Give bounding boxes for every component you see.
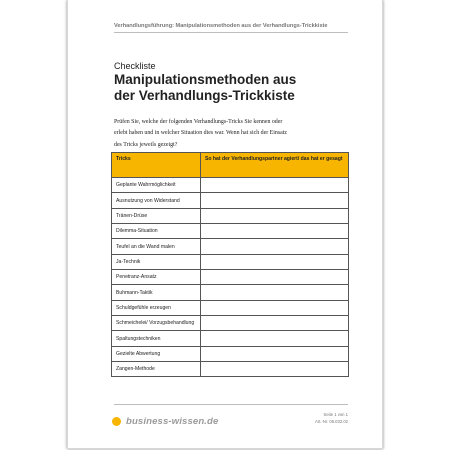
intro-line: Prüfen Sie, welche der folgenden Verhandlungs-Tricks Sie kennen oder (114, 119, 283, 125)
trick-name-cell: Gezielte Abwertung (112, 346, 201, 361)
table-row (112, 239, 349, 254)
table-row (112, 270, 349, 285)
table-row (112, 208, 349, 223)
document-title-line: Manipulationsmethoden aus (114, 72, 297, 87)
trick-name-cell: Zangen-Methode (112, 362, 201, 377)
table-row (112, 224, 349, 239)
trick-name-cell: Teufel an die Wand malen (112, 239, 201, 254)
trick-name-cell: Spaltungstechniken (112, 331, 201, 346)
logo (112, 414, 218, 428)
article-number: Art.-Nr. 06.032.02 (314, 418, 348, 424)
response-cell[interactable] (201, 331, 349, 346)
intro-paragraph (114, 117, 304, 151)
response-cell[interactable] (201, 239, 349, 254)
trick-name-cell: Dilemma-Situation (112, 224, 201, 239)
response-cell[interactable] (201, 254, 349, 269)
logo-dot-icon (112, 417, 121, 426)
document-title-line: der Verhandlungs-Trickkiste (114, 88, 295, 103)
header-divider (114, 32, 348, 33)
trick-name-cell: Tränen-Drüse (112, 208, 201, 223)
response-cell[interactable] (201, 300, 349, 315)
page-number: Seite 1 von 1 (323, 412, 348, 417)
trick-name-cell: Schmeichelei/ Vorzugsbehandlung (112, 316, 201, 331)
table-row (112, 316, 349, 331)
document-subtitle: Checkliste (114, 61, 156, 71)
footer-divider (114, 404, 348, 405)
table-row (112, 331, 349, 346)
response-cell[interactable] (201, 178, 349, 193)
table-row (112, 362, 349, 377)
trick-name-cell: Ausnutzung von Widerstand (112, 193, 201, 208)
table-row (112, 285, 349, 300)
table-row (112, 346, 349, 361)
intro-line: erlebt haben und in welcher Situation dies war. Wenn hat sich der Einsatz (114, 130, 287, 137)
trick-name-cell: Penetranz-Ansatz (112, 270, 201, 285)
trick-name-cell: Buhmann-Taktik (112, 285, 201, 300)
table-header-row (112, 153, 349, 178)
column-header-response: So hat der Verhandlungspartner agiert/ das hat er gesagt (201, 153, 349, 178)
intro-line: des Tricks jeweils gezeigt? (114, 141, 178, 148)
response-cell[interactable] (201, 270, 349, 285)
trick-name-cell: Ja-Technik (112, 254, 201, 269)
response-cell[interactable] (201, 346, 349, 361)
table-row (112, 178, 349, 193)
table-row (112, 254, 349, 269)
response-cell[interactable] (201, 285, 349, 300)
logo-text: business-wissen.de (126, 415, 219, 427)
document-title (114, 72, 354, 104)
trick-name-cell: Geplante Wahrmöglichkeit (112, 178, 201, 193)
table-row (112, 193, 349, 208)
response-cell[interactable] (201, 224, 349, 239)
table-row (112, 300, 349, 315)
response-cell[interactable] (201, 316, 349, 331)
response-cell[interactable] (201, 193, 349, 208)
response-cell[interactable] (201, 208, 349, 223)
table-body (112, 178, 349, 377)
running-header: Verhandlungsführung: Manipulationsmethoden aus der Verhandlungs-Trickkiste (114, 23, 328, 29)
column-header-tricks: Tricks (112, 153, 201, 178)
trick-name-cell: Schuldgefühle erzeugen (112, 300, 201, 315)
page-info (315, 412, 348, 425)
checklist-table (111, 152, 349, 377)
response-cell[interactable] (201, 362, 349, 377)
